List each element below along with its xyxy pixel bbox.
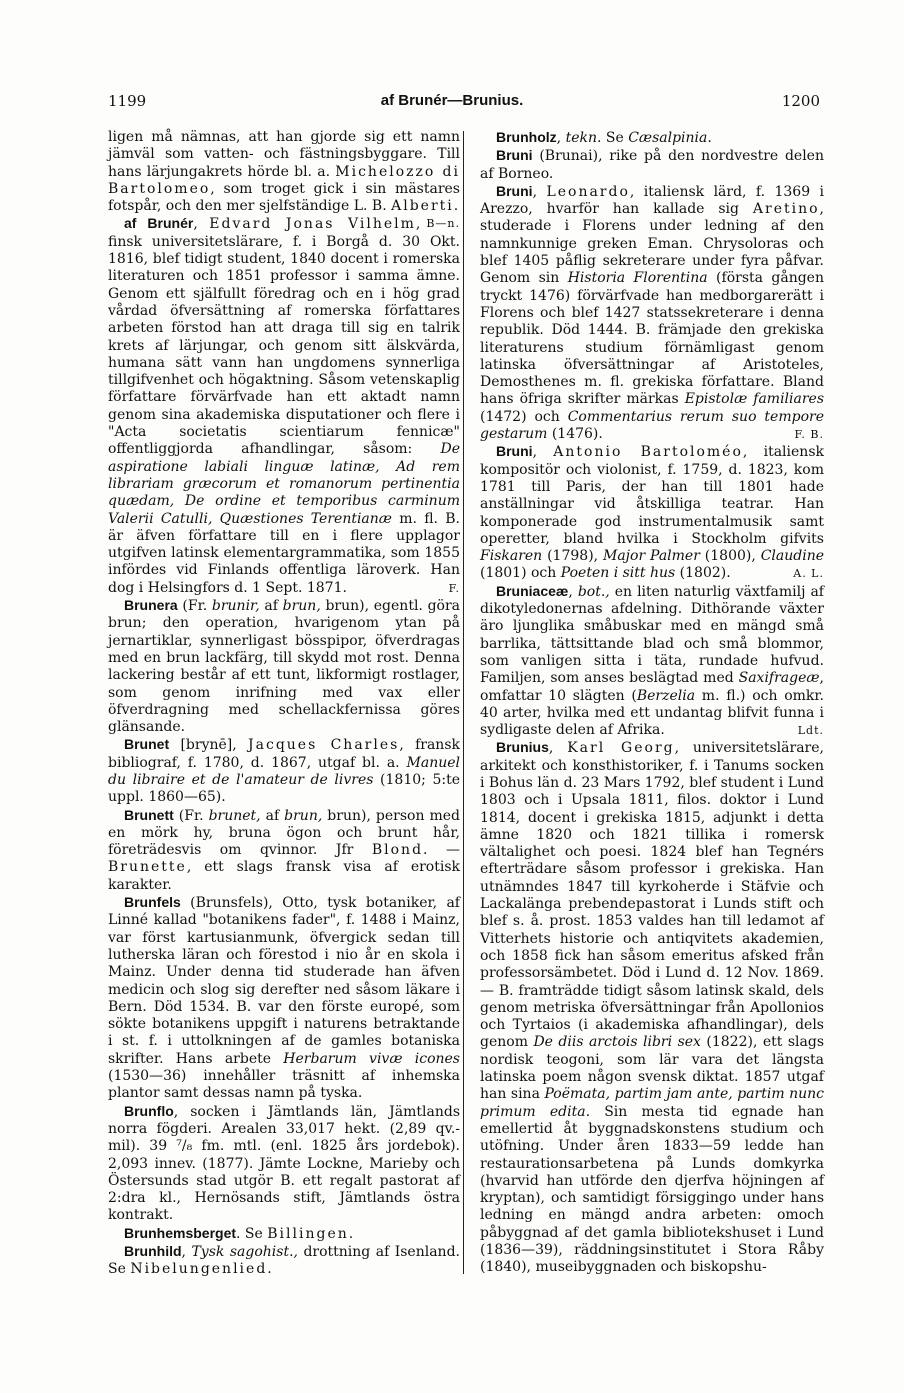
- entry-brunfels: [108, 894, 460, 1103]
- entry-text: Sin mesta tid egnade han emellertid åt byggnadskonstens studium och utöfning. Under åren 1833—59 ledde han restaurationsarbetena på Lunds domkyrka (hvarvid han utförde den djerfva höjningen af kryptan), och samtidigt försiggingo under hans ledning en mängd andra arbeten: omoch påbyggnad af det gamla bibliotekshuset i Lund (1836—39), räddningsinstitutet i Stora Råby (1840), museibyggnaden och biskopshu-: [480, 1103, 825, 1276]
- entry-text: .: [267, 1261, 272, 1278]
- entry-text: (första gången tryckt 1476) förvärfvade han medborgarerätt i Florens och blef 1427 statssekreterare i denna republik. Död 1444. B. främjade den grekiska literaturens studium förnämligast genom latinska öfversättningar af Aristoteles, Demosthenes m. fl. grekiska författare. Bland hans öfriga skrifter märkas: [480, 270, 824, 408]
- italic-text: Poeten i sitt hus: [560, 565, 676, 582]
- author-signature: B—n.: [426, 217, 460, 231]
- entry-text: m. fl. B. är äfven författare till en i flere upplagor utgifven latinsk elementargrammatika, som 1855 infördes vid Finlands offentliga läroverk. Han dog i Helsingfors d. 1 Sept. 1871.: [108, 510, 461, 596]
- page-number-right: 1200: [781, 92, 820, 110]
- entry-text: Se: [601, 130, 629, 146]
- italic-text: Herbarum vivæ icones: [283, 1050, 460, 1067]
- entry-text: , socken i Jämtlands län, Jämtlands norra fögderi. Arealen 33,017 hekt. (2,89 qv.-mil). 39 ⁷/₈ fm. mtl. (enl. 1825 års jordebok). 2,093 innev. (1877). Jämte Lockne, Marieby och Östersunds stad utgör B. ett regalt pastorat af 2:dra kl., Hernösands stift, Jämtlands östra kontrakt.: [108, 1103, 460, 1224]
- italic-text: Manuel du libraire et de l'amateur de livres: [108, 754, 460, 788]
- entry-brunera: [108, 597, 460, 736]
- italic-text: De aspiratione labiali linguæ latinæ, Ad rem librariam græcorum et romanorum pertinentia quædam, De ordine et temporibus carminum Valerii Catulli, Quæstiones Terentianæ: [108, 441, 460, 527]
- entry-text: , som troget gick i sin mästares fotspår, och den mer sjelfständige L. B.: [108, 180, 460, 215]
- entry-text: , fransk bibliograf, f. 1780, d. 1867, utgaf bl. a.: [108, 737, 460, 771]
- entry-text: (1810; 5:te uppl. 1860—65).: [108, 771, 460, 806]
- entry-text: brun), person med en mörk hy, bruna ögon och brunt hår, företrädesvis om qvinnor. Jfr: [108, 807, 460, 859]
- entry-bruniaceae: [480, 583, 824, 740]
- entry-text: [brynē],: [169, 737, 249, 754]
- entry-brunius: Brunius, Karl Georg, universitetslärare, arkitekt och konsthistoriker, f. i Tanums socken i Bohus län d. 23 Mars 1792, blef student i Lund 1803 och i Upsala 1811, filos. doktor i Lund 1814, docent i grekiska 1815, adjunkt i detta ämne 1820 och 1821 tillika i romersk vältalighet och poesi. 1824 blef han Tegnérs efterträdare såsom professor i grekiska. Han utnämndes 1847 till kyrkoherde i Stäfvie och Lackalänga prebendepastorat i Lunds stift och blef s. å. prost. 1853 valdes han till ledamot af Vitterhets historie och antiqvitets akademien, och 1858 fick han såsom emeritus afsked från professorsämbetet. Död i Lund d. 12 Nov. 1869. — B. framträdde tidigt såsom latinsk skald, dels genom metriska öfversättningar från Apollonios och Tyrtaios (i akademiska afhandlingar), dels genom De diis arctois libri sex (1822), ett slags nordisk teogoni, som lär vara det längsta latinska poem någon svensk diktat. 1857 utgaf han sina Poëmata, partim jam ante, partim nunc primum edita. Sin mesta tid egnade han emellertid åt byggnadskonstens studium och utöfning. Under åren 1833—59 ledde han restaurationsarbetena på Lunds domkyrka (hvarvid han utförde den djerfva höjningen af kryptan), och samtidigt försiggingo under hans ledning en mängd andra arbeten: omoch påbyggnad af det gamla bibliotekshuset i Lund (1836—39), räddningsinstitutet i Stora Råby (1840), museibyggnaden och biskopshu-: [480, 739, 825, 1276]
- entry-text: (1822), ett slags nordisk teogoni, som lär vara det längsta latinska poem någon svensk diktat. 1857 utgaf han sina: [480, 1034, 825, 1103]
- headword: Bruni: [496, 443, 533, 460]
- headword: Brunera: [124, 597, 178, 614]
- entry-text: (1798),: [542, 548, 603, 565]
- entry-text: ,: [556, 130, 566, 146]
- entry-text: (1476).: [547, 426, 603, 443]
- entry-text: , finsk universitetslärare, f. i Borgå d. 30 Okt. 1816, blef tidigt student, 1840 docent i romerska literaturen och 1851 professor i samma ämne. Genom ett själfullt föredrag och en i hög grad vårdad öfversättning af romerska författares arbeten förstod han att draga till sig en talrik krets af lärjungar, och genom sitt älskvärda, humana sätt vann han ungdomens synnerliga tillgifvenhet och högaktning. Såsom vetenskaplig författare förvärfvade han ett aktadt namn genom sina akademiska disputationer och flere i "Acta societatis scientiarum fennicæ" offentliggjorda afhandlingar, såsom:: [108, 216, 460, 458]
- entry-text: .: [453, 198, 459, 215]
- spaced-name: Blond: [371, 842, 424, 859]
- entry-text: . Se: [236, 1225, 268, 1242]
- entry-brunett: [108, 807, 460, 894]
- italic-text: tekn.: [565, 130, 602, 146]
- headword: Brunholz: [496, 129, 557, 145]
- entry-bruni-antonio: Bruni, Antonio Bartoloméo, italiensk kompositör och violonist, f. 1759, d. 1823, kom 1781 till Paris, der han till 1801 hade anställningar vid åtskilliga teatrar. Han komponerade god instrumentalmusik samt operetter, bland hvilka i Stockholm gifvits Fiskaren (1798), Major Palmer (1800), Claudine (1801) och Poeten i sitt hus (1802). A. L.: [480, 443, 824, 582]
- entry-text: , omfattar 10 slägten (: [480, 670, 824, 704]
- author-signature: F. B.: [794, 428, 824, 442]
- spaced-name: Leonardo: [546, 183, 630, 200]
- entry-text: (Brunai), rike på den nordvestre delen af Borneo.: [480, 148, 824, 182]
- entry-text: (Fr.: [173, 807, 209, 824]
- page-number-left: 1199: [108, 92, 147, 110]
- entry-text: ligen må nämnas, att han gjorde sig ett namn jämväl som vatten- och fästningsbyggare. Till hans lärjungakrets hörde bl. a.: [108, 129, 460, 180]
- running-head: af Brunér—Brunius.: [380, 92, 524, 109]
- spaced-name: Michelozzo di Bartolomeo: [108, 163, 460, 197]
- italic-text: Claudine: [760, 548, 824, 565]
- headword: Brunhemsberget: [124, 1224, 237, 1241]
- entry-text: drottning af Isenland. Se: [108, 1244, 460, 1278]
- italic-text: bot.,: [577, 583, 610, 600]
- right-column: [480, 129, 824, 1277]
- headword: Bruni: [496, 147, 533, 164]
- page-header: [0, 92, 904, 116]
- headword: Brunius: [496, 739, 549, 756]
- entry-text: .: [348, 1225, 354, 1242]
- entry-text: af: [260, 807, 285, 824]
- headword: Brunett: [124, 806, 174, 823]
- italic-text: Commentarius rerum suo tempore gestarum: [480, 408, 824, 443]
- italic-text: Berzelia: [636, 687, 696, 704]
- italic-text: Historia Florentina: [567, 270, 708, 287]
- italic-text: brunet,: [208, 807, 261, 824]
- column-divider: [463, 131, 464, 1274]
- italic-text: Poëmata, partim jam ante, partim nunc primum edita.: [480, 1086, 824, 1120]
- headword: Brunhild: [124, 1243, 182, 1259]
- italic-text: Cæsalpinia: [628, 130, 708, 146]
- spaced-name: Karl Georg: [567, 740, 675, 757]
- entry-text: (Fr.: [177, 598, 212, 615]
- author-signature: F.: [448, 581, 460, 595]
- spaced-name: Billingen: [267, 1225, 349, 1242]
- author-signature: Ldt.: [797, 724, 824, 738]
- entry-af-bruner: af Brunér, Edvard Jonas Vilhelm, finsk universitetslärare, f. i Borgå d. 30 Okt. 1816, blef tidigt student, 1840 docent i romerska literaturen och 1851 professor i samma ämne. Genom ett själfullt föredrag och en i hög grad vårdad öfversättning af romerska författares arbeten förstod han att draga till sig en talrik krets af lärjungar, och genom sitt älskvärda, humana sätt vann han ungdomens synnerliga tillgifvenhet och högaktning. Såsom vetenskaplig författare förvärfvade han ett aktadt namn genom sina akademiska disputationer och flere i "Acta societatis scientiarum fennicæ" offentliggjorda afhandlingar, såsom: De aspiratione labiali linguæ latinæ, Ad rem librariam græcorum et romanorum pertinentia quædam, De ordine et temporibus carminum Valerii Catulli, Quæstiones Terentianæ m. fl. B. är äfven författare till en i flere upplagor utgifven latinsk elementargrammatika, som 1855 infördes vid Finlands offentliga läroverk. Han dog i Helsingfors d. 1 Sept. 1871. F.: [108, 215, 461, 596]
- spaced-name: Brunette: [108, 859, 187, 876]
- left-column: [108, 129, 460, 1279]
- entry-bruni-leonardo: Bruni, Leonardo, italiensk lärd, f. 1369 i Arezzo, hvarför han kallade sig Aretino, studerade i Florens under ledning af den namnkunnige greken Eman. Chrysoloras och blef 1405 påflig sekreterare under fyra påfvar. Genom sin Historia Florentina (första gången tryckt 1476) förvärfvade han medborgarerätt i Florens och blef 1427 statssekreterare i denna republik. Död 1444. B. främjade den grekiska literaturens studium förnämligast genom latinska öfversättningar af Aristoteles, Demosthenes m. fl. grekiska författare. Bland hans öfriga skrifter märkas Epistolæ familiares (1472) och Commentarius rerum suo tempore gestarum (1476). F. B.: [480, 182, 825, 443]
- entry-text: , universitetslärare, arkitekt och konsthistoriker, f. i Tanums socken i Bohus län d. 23 Mars 1792, blef student i Lund 1803 och i Upsala 1811, filos. doktor i Lund 1814, docent i grekiska 1815, adjunkt i detta ämne 1820 och 1821 tillika i romersk vältalighet och poesi. 1824 blef han Tegnérs efterträdare såsom professor i grekiska. Han utnämndes 1847 till kyrkoherde i Stäfvie och Lackalänga prebendepastorat i Lunds stift och blef s. å. prost. 1853 valdes han till ledamot af Vitterhets historie och antiqvitets akademien, och 1858 fick han såsom emeritus afsked från professorsämbetet. Död i Lund d. 12 Nov. 1869. — B. framträdde tidigt såsom latinsk skald, dels genom metriska öfversättningar från Apollonios och Tyrtaios (i akademiska afhandlingar), dels genom: [480, 740, 825, 1051]
- headword: af Brunér: [124, 215, 194, 232]
- entry-text: (1530—36) innehåller träsnitt af inhemska plantor samt dessas namn på tyska.: [108, 1068, 460, 1102]
- entry-bruni-borneo: [480, 147, 824, 183]
- italic-text: Tysk sagohist.,: [191, 1244, 298, 1260]
- spaced-name: Aretino: [752, 201, 820, 218]
- italic-text: brun,: [284, 807, 323, 824]
- entry-text: brun), egentl. göra brun; den operation, hvarigenom ytan på jernartiklar, synnerligast bösspipor, öfverdragas med en brun lackfärg, till skydd mot rost. Denna lackering består af ett tunt, likformigt rostlager, som genom inrifning med vax eller öfverdragning med schellackfernissa göres glänsande.: [108, 598, 461, 736]
- italic-text: De diis arctois libri sex: [533, 1034, 701, 1051]
- headword: Brunet: [124, 736, 170, 753]
- entry-text: m. fl.) och omkr. 40 arter, hvilka med ett undantag blifvit funna i sydligaste delen af Afrika.: [480, 687, 824, 739]
- headword: Bruni: [496, 182, 533, 199]
- italic-text: brun,: [282, 598, 321, 615]
- headword: Brunfels: [124, 894, 181, 911]
- headword: Brunflo: [124, 1102, 174, 1119]
- italic-text: Major Palmer: [603, 548, 700, 565]
- italic-text: Saxifrageæ: [738, 670, 820, 687]
- entry-text: (1801) och: [480, 565, 561, 582]
- spaced-name: Antonio Bartoloméo: [553, 444, 743, 461]
- entry-text: (Brunsfels), Otto, tysk botaniker, af Linné kallad "botanikens fader", f. 1488 i Mainz, var först kartusianmunk, öfvergick sedan till lutherska läran och förestod i nio år en skola i Mainz. Under denna tid studerade han äfven medicin och slog sig derefter ned såsom läkare i Bern. Död 1534. B. var den förste europé, som sökte botanikens uppgift i naturens betraktande i st. f. i uttolkningen af de gamles botaniska skrifter. Hans arbete: [108, 895, 460, 1067]
- entry-text: , ett slags fransk visa af erotisk karakter.: [108, 859, 460, 893]
- entry-text: . —: [423, 842, 460, 859]
- entry-text: , studerade i Florens under ledning af den namnkunnige greken Eman. Chrysoloras och blef 1405 påflig sekreterare under fyra påfvar. Genom sin: [480, 201, 824, 287]
- italic-text: Epistolæ familiares: [684, 391, 825, 408]
- entry-text: (1800),: [699, 548, 761, 565]
- entry-text: af: [259, 598, 283, 615]
- entry-text: (1472) och: [480, 408, 568, 425]
- entry-brunhild: [108, 1243, 460, 1279]
- entry-text: , italiensk kompositör och violonist, f. 1759, d. 1823, kom 1781 till Paris, der han till 1801 hade anställningar vid åtskilliga teatrar. Han komponerade god instrumentalmusik samt operetter, bland hvilka i Stockholm gifvits: [480, 444, 824, 547]
- headword: Bruniaceæ: [496, 582, 569, 599]
- entry-text: ,: [568, 583, 578, 600]
- entry-text: .: [707, 130, 712, 146]
- entry-brunet: [108, 736, 460, 806]
- author-signature: A. L.: [793, 567, 824, 581]
- spaced-name: Jacques Charles: [248, 737, 400, 754]
- entry-brunhemsberget: [108, 1225, 460, 1243]
- spaced-name: Edvard Jonas Vilhelm: [209, 216, 416, 233]
- spaced-name: Alberti: [391, 198, 454, 215]
- entry-brunholz: [480, 129, 824, 147]
- entry-text: ,: [181, 1244, 192, 1260]
- entry-brunflo: [108, 1103, 460, 1225]
- entry-text: , italiensk lärd, f. 1369 i Arezzo, hvarför han kallade sig: [480, 183, 824, 218]
- spaced-name: Nibelungenlied: [130, 1261, 268, 1278]
- italic-text: Fiskaren: [480, 548, 543, 565]
- entry-text: en liten naturlig växtfamilj af dikotyledonernas afdelning. Dithörande växter äro ljunglika småbuskar med en mängd små barrlika, tättsittande blad och små blommor, som vanligen sitta i täta, rundade hufvud. Familjen, som anses beslägtad med: [480, 583, 824, 687]
- italic-text: brunir,: [211, 598, 260, 615]
- entry-text: (1802).: [675, 565, 731, 582]
